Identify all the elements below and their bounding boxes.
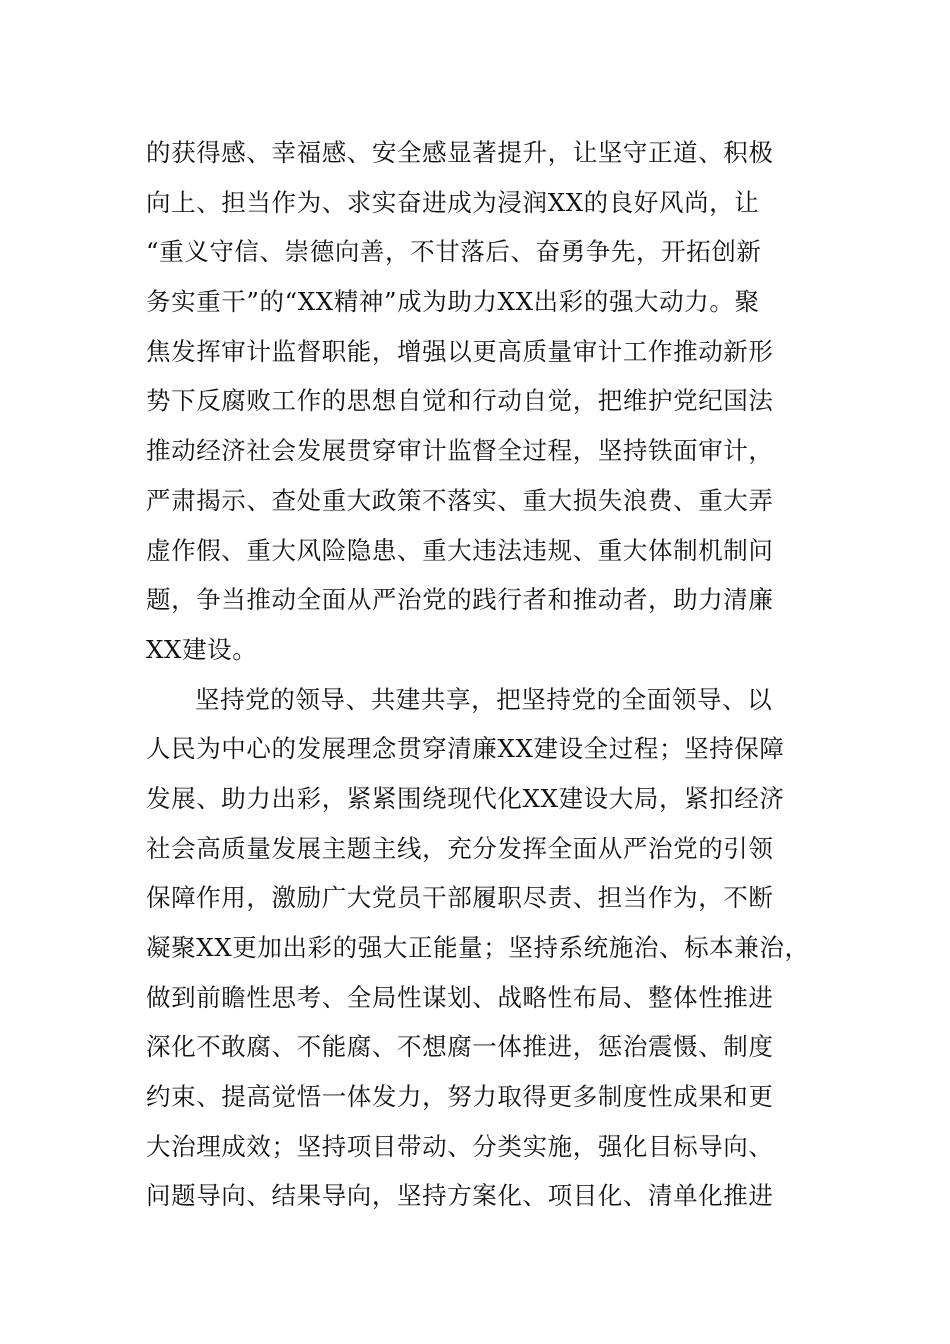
text-line-indented: 坚持党的领导、共建共享，把坚持党的全面领导、以 [195, 684, 773, 714]
text-line: 大治理成效；坚持项目带动、分类实施，强化目标导向、 [146, 1131, 774, 1161]
text-line: 务实重干”的“XX精神”成为助力XX出彩的强大动力。聚 [146, 287, 760, 317]
text-line: 深化不敢腐、不能腐、不想腐一体推进，惩治震慑、制度 [146, 1032, 774, 1062]
text-line: 焦发挥审计监督职能，增强以更高质量审计工作推动新形 [146, 336, 774, 366]
text-line: 推动经济社会发展贯穿审计监督全过程，坚持铁面审计， [146, 436, 774, 466]
text-line: 势下反腐败工作的思想自觉和行动自觉，把维护党纪国法 [146, 386, 774, 416]
text-line: 社会高质量发展主题主线，充分发挥全面从严治党的引领 [146, 833, 774, 863]
text-line: 题，争当推动全面从严治党的践行者和推动者，助力清廉 [146, 585, 774, 615]
text-line: XX建设。 [146, 634, 258, 664]
text-line: 做到前瞻性思考、全局性谋划、战略性布局、整体性推进 [146, 982, 774, 1012]
text-line: 问题导向、结果导向，坚持方案化、项目化、清单化推进 [146, 1181, 774, 1211]
text-line: 虚作假、重大风险隐患、重大违法违规、重大体制机制问 [146, 535, 774, 565]
text-line: “重义守信、崇德向善，不甘落后、奋勇争先，开拓创新 [146, 237, 762, 267]
text-line: 的获得感、幸福感、安全感显著提升，让坚守正道、积极 [146, 138, 774, 167]
text-line: 发展、助力出彩，紧紧围绕现代化XX建设大局，紧扣经济 [146, 783, 785, 813]
paragraph-1 [146, 128, 826, 675]
text-line: 人民为中心的发展理念贯穿清廉XX建设全过程；坚持保障 [146, 734, 785, 764]
text-line: 严肃揭示、查处重大政策不落实、重大损失浪费、重大弄 [146, 485, 774, 515]
body-text [146, 128, 826, 1221]
text-line: 向上、担当作为、求实奋进成为浸润XX的良好风尚，让 [146, 187, 760, 217]
text-line: 约束、提高觉悟一体发力，努力取得更多制度性成果和更 [146, 1082, 774, 1112]
paragraph-2 [146, 675, 826, 1222]
text-line: 保障作用，激励广大党员干部履职尽责、担当作为，不断 [146, 883, 774, 913]
text-line: 凝聚XX更加出彩的强大正能量；坚持系统施治、标本兼治， [146, 933, 810, 962]
